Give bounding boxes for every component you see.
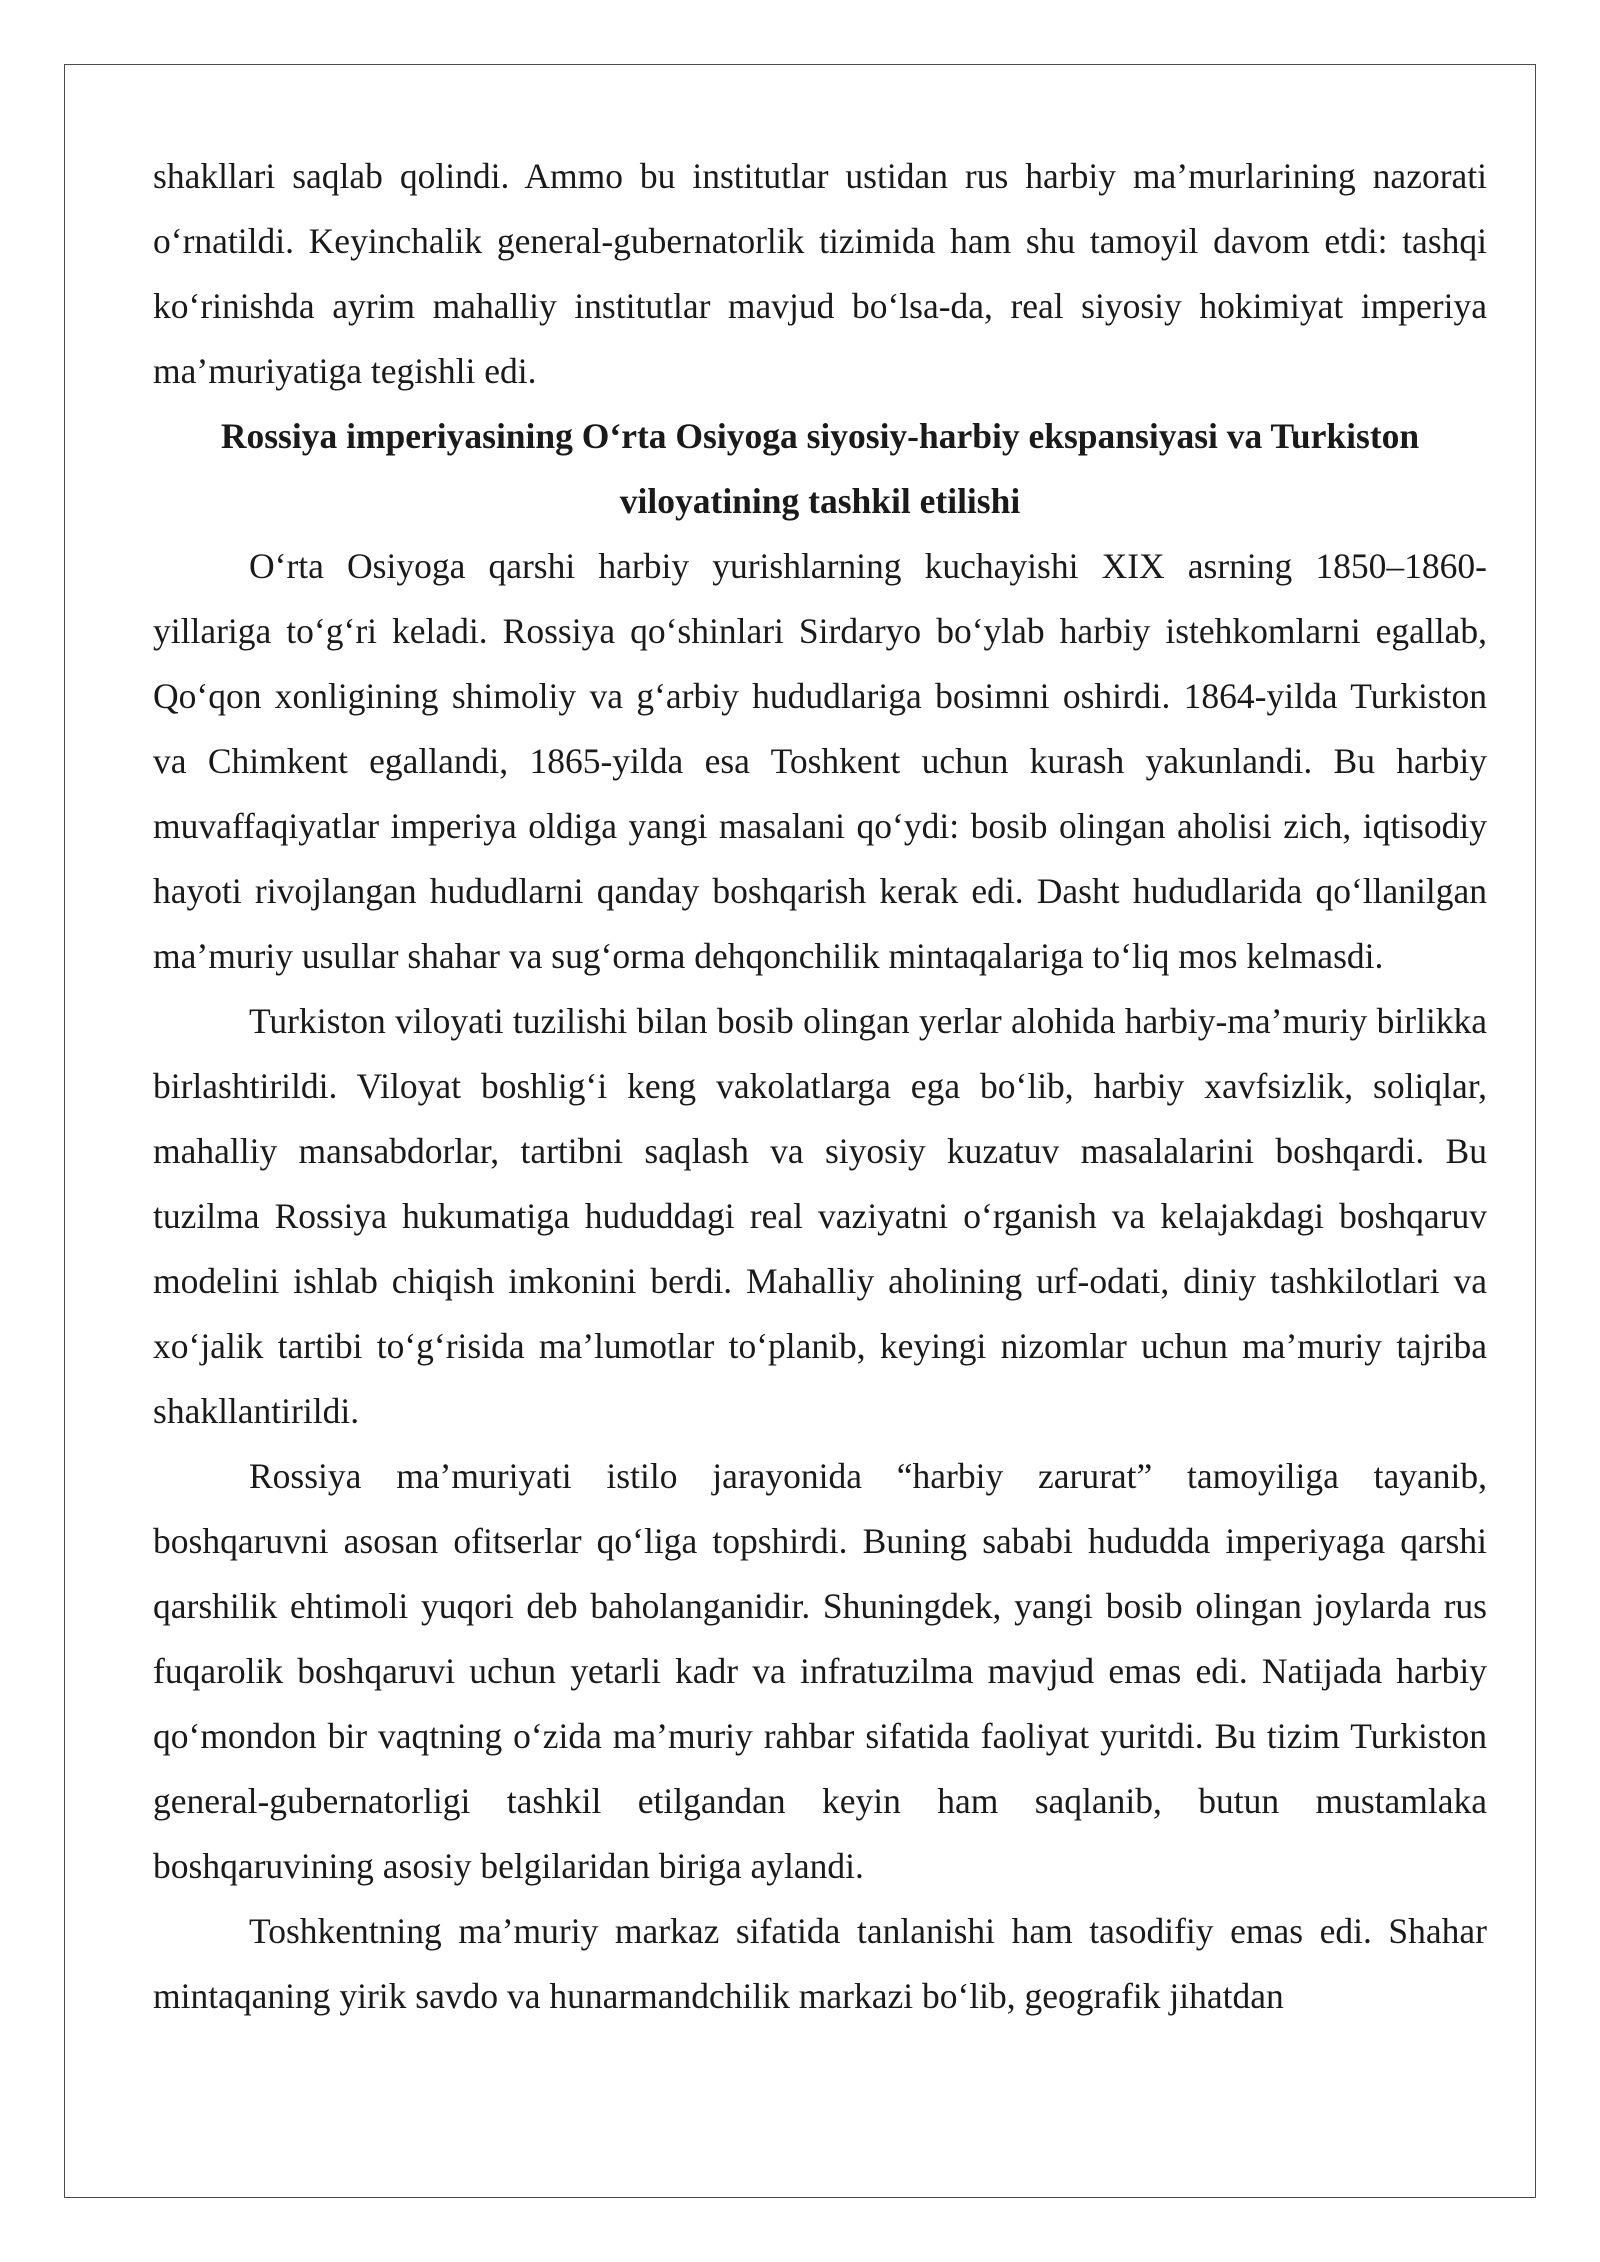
section-heading: Rossiya imperiyasining O‘rta Osiyoga siyosiy-harbiy ekspansiyasi va Turkiston viloyatining tashkil etilishi: [220, 416, 1420, 521]
document-body: [153, 144, 1487, 2029]
paragraph-4: Rossiya ma’muriyati istilo jarayonida “harbiy zarurat” tamoyiliga tayanib, boshqaruvni asosan ofitserlar qo‘liga topshirdi. Buning sababi hududda imperiyaga qarshi qarshilik ehtimoli yuqori deb baholanganidir. Shuningdek, yangi bosib olingan joylarda rus fuqarolik boshqaruvi uchun yetarli kadr va infratuzilma mavjud emas edi. Natijada harbiy qo‘mondon bir vaqtning o‘zida ma’muriy rahbar sifatida faoliyat yuritdi. Bu tizim Turkiston general-gubernatorligi tashkil etilgandan keyin ham saqlanib, butun mustamlaka boshqaruvining asosiy belgilaridan biriga aylandi.: [153, 1456, 1487, 1886]
paragraph-5: Toshkentning ma’muriy markaz sifatida tanlanishi ham tasodifiy emas edi. Shahar mintaqaning yirik savdo va hunarmandchilik markazi bo‘lib, geografik jihatdan: [153, 1911, 1487, 2016]
paragraph-3: Turkiston viloyati tuzilishi bilan bosib olingan yerlar alohida harbiy-ma’muriy birlikka birlashtirildi. Viloyat boshlig‘i keng vakolatlarga ega bo‘lib, harbiy xavfsizlik, soliqlar, mahalliy mansabdorlar, tartibni saqlash va siyosiy kuzatuv masalalarini boshqardi. Bu tuzilma Rossiya hukumatiga hududdagi real vaziyatni o‘rganish va kelajakdagi boshqaruv modelini ishlab chiqish imkonini berdi. Mahalliy aholining urf-odati, diniy tashkilotlari va xo‘jalik tartibi to‘g‘risida ma’lumotlar to‘planib, keyingi nizomlar uchun ma’muriy tajriba shakllantirildi.: [153, 1001, 1487, 1431]
paragraph-1: shakllari saqlab qolindi. Ammo bu institutlar ustidan rus harbiy ma’murlarining nazorati o‘rnatildi. Keyinchalik general-gubernatorlik tizimida ham shu tamoyil davom etdi: tashqi ko‘rinishda ayrim mahalliy institutlar mavjud bo‘lsa-da, real siyosiy hokimiyat imperiya ma’muriyatiga tegishli edi.: [153, 156, 1487, 391]
paragraph-2: O‘rta Osiyoga qarshi harbiy yurishlarning kuchayishi XIX asrning 1850–1860-yillariga to‘g‘ri keladi. Rossiya qo‘shinlari Sirdaryo bo‘ylab harbiy istehkomlarni egallab, Qo‘qon xonligining shimoliy va g‘arbiy hududlariga bosimni oshirdi. 1864-yilda Turkiston va Chimkent egallandi, 1865-yilda esa Toshkent uchun kurash yakunlandi. Bu harbiy muvaffaqiyatlar imperiya oldiga yangi masalani qo‘ydi: bosib olingan aholisi zich, iqtisodiy hayoti rivojlangan hududlarni qanday boshqarish kerak edi. Dasht hududlarida qo‘llanilgan ma’muriy usullar shahar va sug‘orma dehqonchilik mintaqalariga to‘liq mos kelmasdi.: [153, 546, 1487, 976]
